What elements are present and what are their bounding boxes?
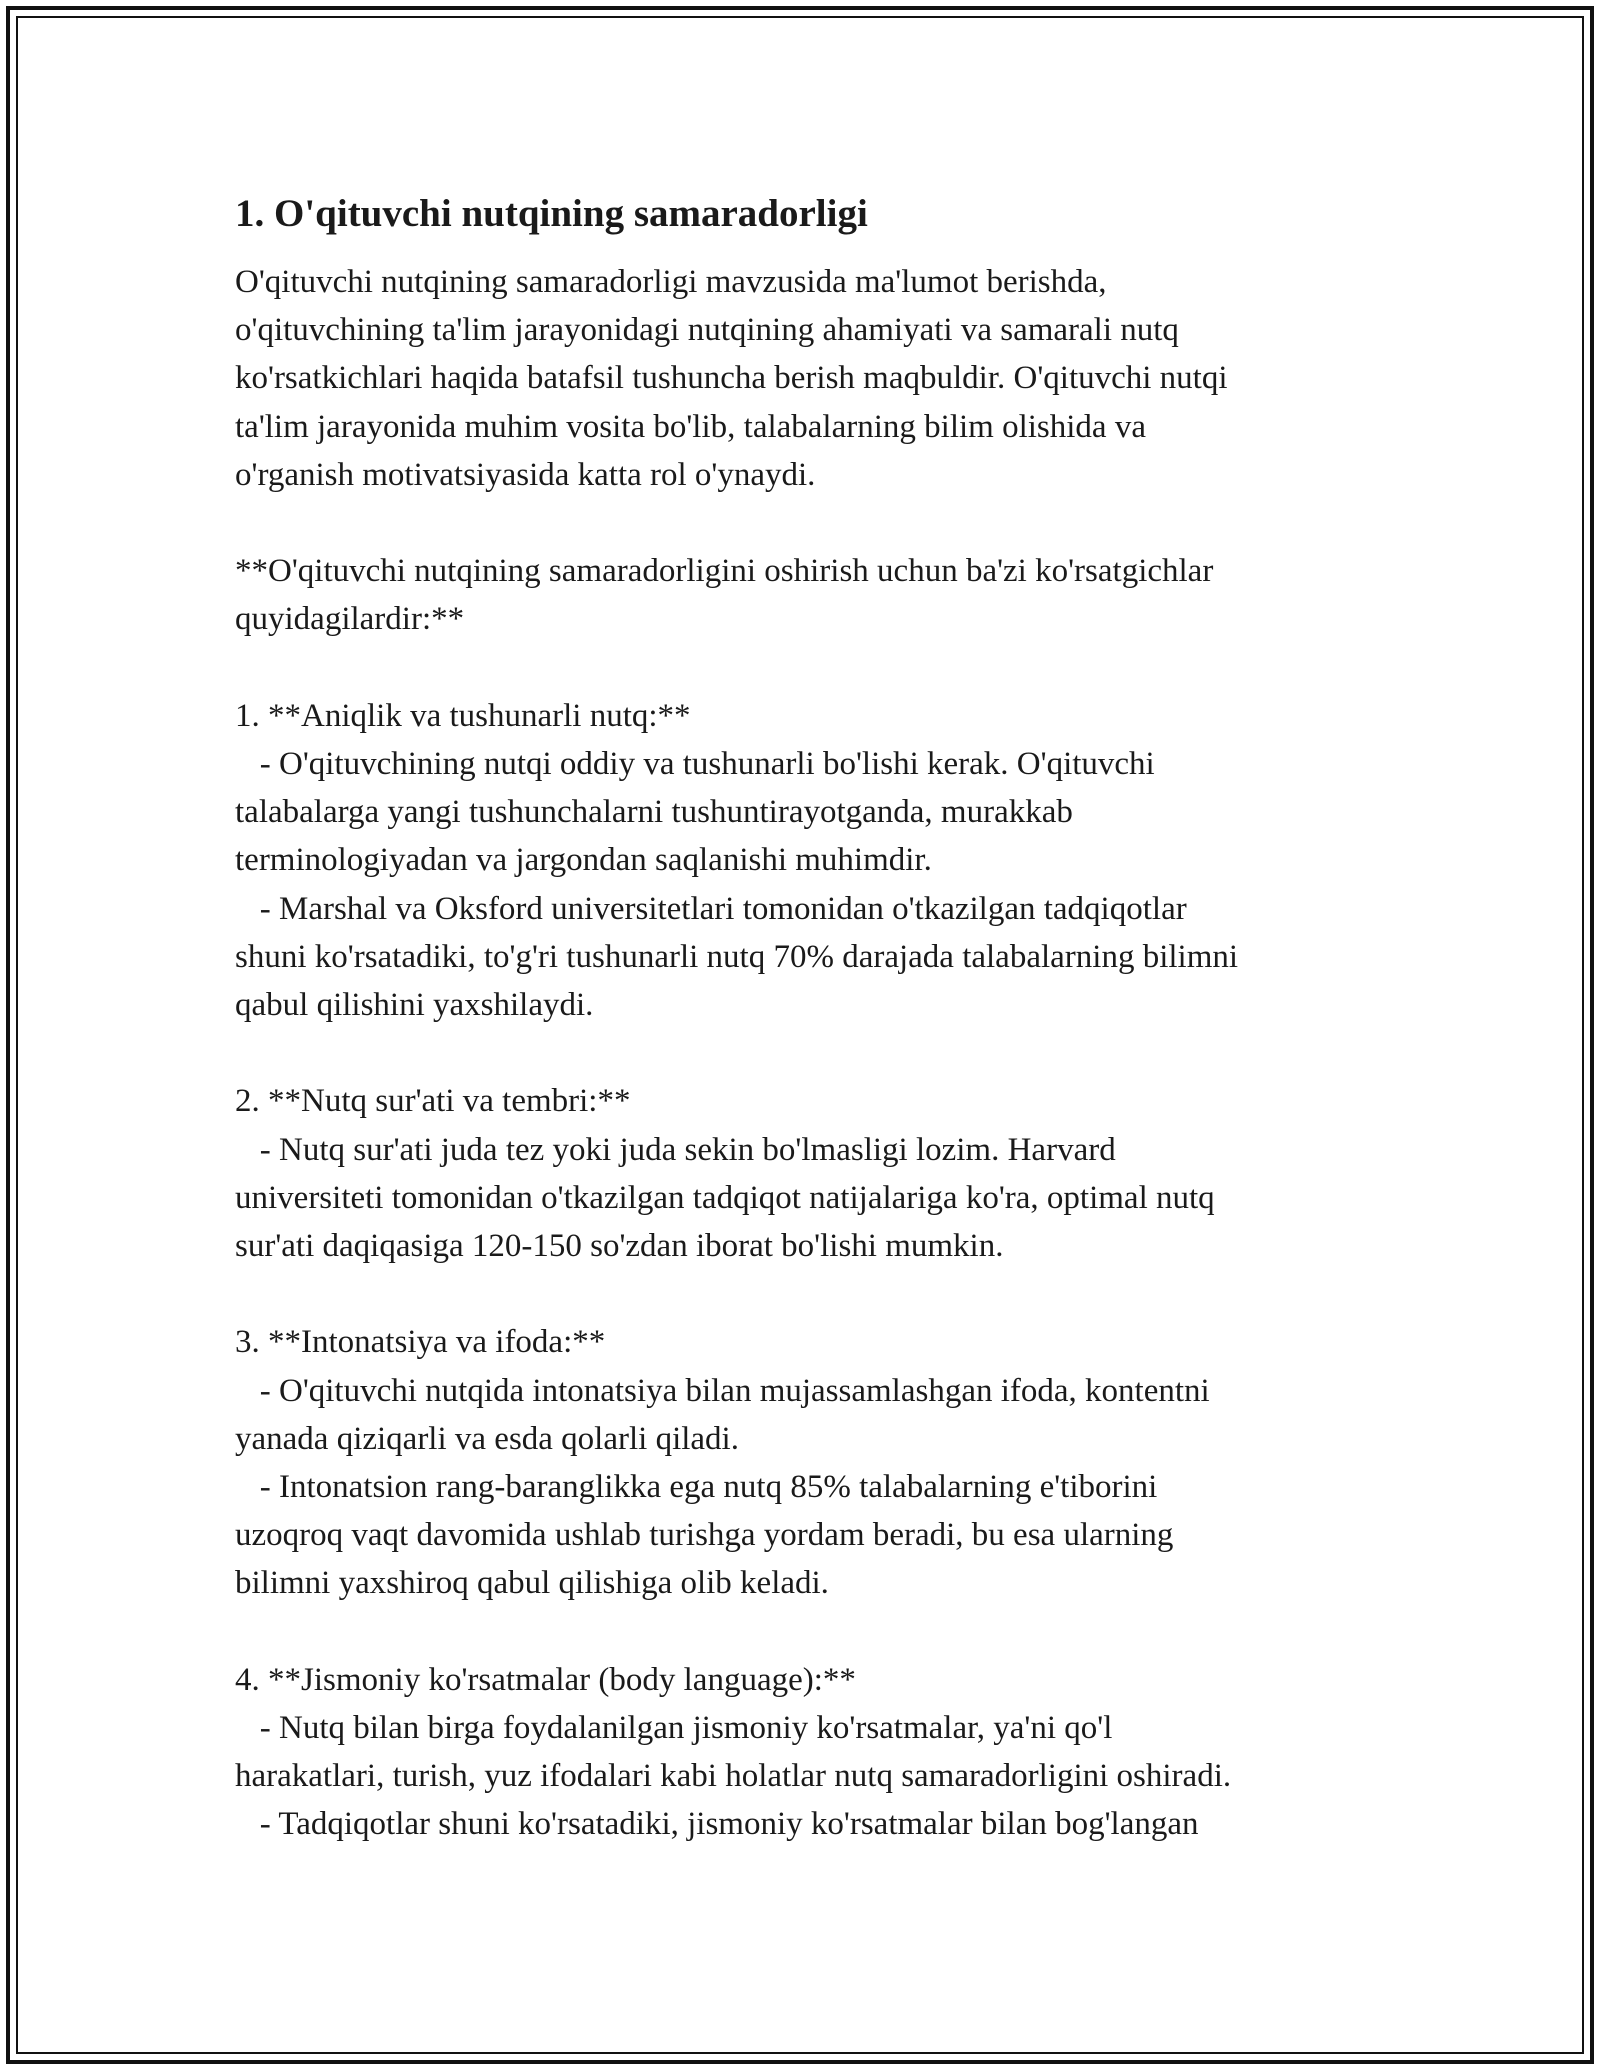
indicators-lead-paragraph: **O'qituvchi nutqining samaradorligini oshirish uchun ba'zi ko'rsatgichlar quyidagilardir:** [235,553,1214,638]
paragraph-spacer [235,499,1375,547]
list-item-intonation: 3. **Intonatsiya va ifoda:** - O'qituvchi nutqida intonatsiya bilan mujassamlashgan ifoda, kontentni yanada qiziqarli va esda qolarli qiladi. - Intonatsion rang-baranglikka ega nutq 85% talabalarning e'tiborini uzoqroq vaqt davomida ushlab turishga yordam beradi, bu esa ularning bilimni yaxshiroq qabul qilishiga olib keladi. [235,1324,1210,1602]
intro-paragraph: O'qituvchi nutqining samaradorligi mavzusida ma'lumot berishda, o'qituvchining ta'lim jarayonidagi nutqining ahamiyati va samarali nutq ko'rsatkichlari haqida batafsil tushuncha berish maqbuldir. O'qituvchi nutqi ta'lim jarayonida muhim vosita bo'lib, talabalarning bilim olishida va o'rganish motivatsiyasida katta rol o'ynaydi. [235,264,1228,493]
list-item-clarity: 1. **Aniqlik va tushunarli nutq:** - O'qituvchining nutqi oddiy va tushunarli bo'lishi kerak. O'qituvchi talabalarga yangi tushunchalarni tushuntirayotganda, murakkab terminologiyadan va jargondan saqlanishi muhimdir. - Marshal va Oksford universitetlari tomonidan o'tkazilgan tadqiqotlar shuni ko'rsatadiki, to'g'ri tushunarli nutq 70% darajada talabalarning bilimni qabul qilishini yaxshilaydi. [235,697,1239,1024]
document-body [235,188,1375,1849]
paragraph-spacer [235,1270,1375,1318]
list-item-speech-rate: 2. **Nutq sur'ati va tembri:** - Nutq sur'ati juda tez yoki juda sekin bo'lmasligi lozim. Harvard universiteti tomonidan o'tkazilgan tadqiqot natijalariga ko'ra, optimal nutq sur'ati daqiqasiga 120-150 so'zdan iborat bo'lishi mumkin. [235,1083,1215,1265]
paragraph-spacer [235,1029,1375,1077]
section-heading: 1. O'qituvchi nutqining samaradorligi [235,192,868,235]
paragraph-spacer [235,644,1375,692]
list-item-body-language: 4. **Jismoniy ko'rsatmalar (body language):** - Nutq bilan birga foydalanilgan jismoniy ko'rsatmalar, ya'ni qo'l harakatlari, turish, yuz ifodalari kabi holatlar nutq samaradorligini oshiradi. - Tadqiqotlar shuni ko'rsatadiki, jismoniy ko'rsatmalar bilan bog'langan [235,1661,1232,1843]
paragraph-spacer [235,1608,1375,1656]
